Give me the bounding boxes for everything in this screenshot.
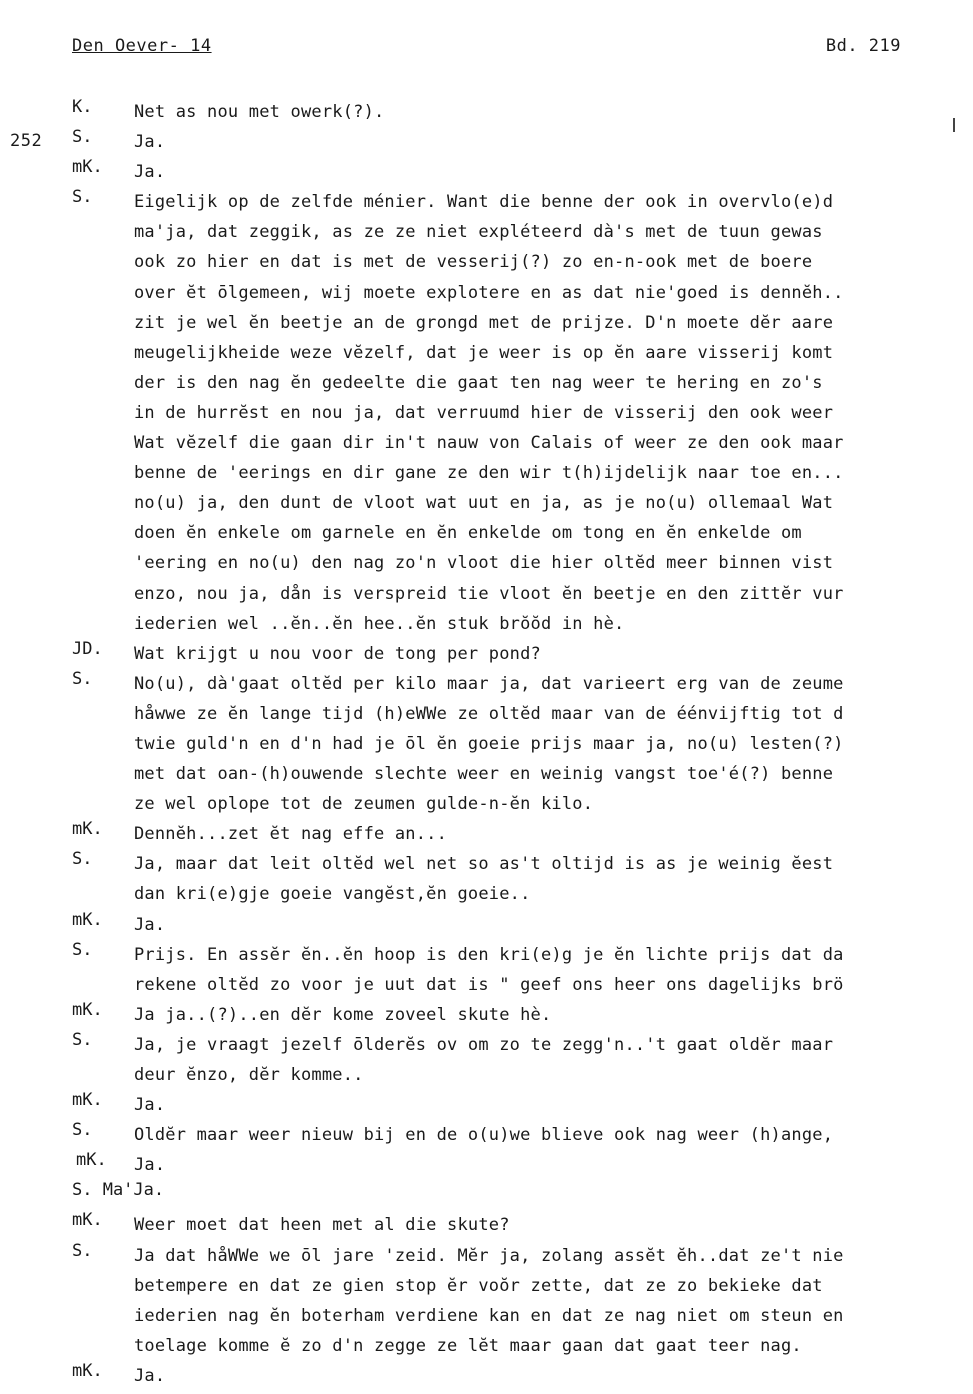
utterance-line: Ja, je vraagt jezelf ōlderĕs ov om zo te zegg'n..'t gaat oldĕr maar (134, 1034, 834, 1055)
utterance-line: Ja. (134, 162, 166, 183)
utterance (134, 1180, 973, 1210)
utterance-line: in de hurrĕst en nou ja, dat verruumd hier de visserij den ook weer (134, 402, 834, 423)
margin-line-number: 252 (10, 131, 43, 151)
speaker-label: S. Ma'Ja. (72, 1180, 165, 1201)
transcript-turn (0, 1120, 973, 1150)
utterance-line: Wat krijgt u nou voor de tong per pond? (134, 643, 541, 664)
utterance-line: 'eering en no(u) den nag zo'n vloot die hier oltĕd meer binnen vist (134, 553, 834, 574)
utterance-line: deur ĕnzo, dĕr komme.. (134, 1065, 364, 1085)
speaker-label: S. (72, 127, 93, 148)
transcript-body (0, 97, 973, 1391)
utterance-line: over ĕt ōlgemeen, wij moete explotere en as dat nie'goed is dennĕh.. (134, 282, 844, 303)
utterance-line: twie guld'n en d'n had je ōl ĕn goeie prijs maar ja, no(u) lesten(?) (134, 733, 844, 754)
utterance-line: Ja. (134, 1095, 166, 1116)
utterance (134, 819, 973, 849)
transcript-turn (0, 1241, 973, 1361)
utterance (134, 127, 973, 157)
utterance (134, 97, 973, 127)
transcript-turn (0, 1150, 973, 1180)
utterance (134, 1361, 973, 1391)
utterance-line: Ja. (134, 1155, 166, 1176)
utterance-line: Net as nou met owerk(?). (134, 102, 385, 122)
transcript-turn (0, 940, 973, 1000)
utterance-line: Ja. (134, 914, 166, 935)
speaker-label: S. (72, 1029, 93, 1050)
utterance-line: toelage komme ĕ zo d'n zegge ze lĕt maar gaan dat gaat teer nag. (134, 1335, 802, 1356)
transcript-turn (0, 127, 973, 157)
speaker-label: mK. (72, 1210, 103, 1231)
utterance-line: Dennĕh...zet ĕt nag effe an... (134, 824, 448, 845)
speaker-label: S. (72, 1240, 93, 1261)
utterance (134, 1210, 973, 1240)
header-volume: Bd. 219 (825, 36, 901, 56)
transcript-turn (0, 1210, 973, 1240)
utterance-line: zit je wel ĕn beetje an de grongd met de prijze. D'n moete dĕr aare (134, 312, 834, 333)
utterance-line: Ja, maar dat leit oltĕd wel net so as't oltijd is as je weinig ĕest (134, 854, 834, 875)
transcript-turn (0, 910, 973, 940)
speaker-label: mK. (72, 1360, 103, 1381)
utterance-line: No(u), dà'gaat oltĕd per kilo maar ja, dat varieert erg van de zeume (134, 673, 844, 694)
utterance-line: dan kri(e)gje goeie vangĕst,ĕn goeie.. (134, 884, 531, 905)
transcript-turn (0, 1361, 973, 1391)
transcript-turn (0, 1180, 973, 1210)
utterance-line: iederien nag ĕn boterham verdiene kan en dat ze nag niet om steun en (134, 1305, 844, 1326)
transcript-turn (0, 1000, 973, 1030)
transcript-turn (0, 157, 973, 187)
utterance-line: meugelijkheide weze vĕzelf, dat je weer is op ĕn aare visserij komt (134, 342, 834, 363)
utterance (134, 910, 973, 940)
transcript-turn (0, 1090, 973, 1120)
utterance-line: Eigelijk op de zelfde ménier. Want die benne der ook in overvlo(e)d (134, 192, 834, 213)
utterance (134, 187, 973, 638)
utterance (134, 669, 973, 819)
transcript-turn (0, 849, 973, 909)
transcript-turn (0, 97, 973, 127)
page-header (72, 36, 901, 60)
utterance-line: Ja dat håWWe we ōl jare 'zeid. Mĕr ja, zolang assĕt ĕh..dat ze't nie (134, 1245, 844, 1266)
utterance-line: Wat vĕzelf die gaan dir in't nauw von Calais of weer ze den ook maar (134, 433, 844, 454)
utterance-line: doen ĕn enkele om garnele en ĕn enkelde om tong en ĕn enkelde om (134, 523, 802, 544)
utterance-line: benne de 'eerings en dir gane ze den wir t(h)ijdelijk naar toe en... (134, 463, 844, 484)
utterance-line: Ja. (134, 1365, 166, 1386)
utterance (134, 157, 973, 187)
utterance-line: no(u) ja, den dunt de vloot wat uut en ja, as je no(u) ollemaal Wat (134, 493, 834, 514)
utterance (134, 1150, 973, 1180)
speaker-label: mK. (72, 909, 103, 930)
utterance (134, 1000, 973, 1030)
utterance-line: Oldĕr maar weer nieuw bij en de o(u)we blieve ook nag weer (h)ange, (134, 1125, 834, 1146)
transcript-turn (0, 1030, 973, 1090)
utterance (134, 1030, 973, 1090)
speaker-label: mK. (72, 1090, 103, 1111)
utterance (134, 1241, 973, 1361)
transcript-turn (0, 819, 973, 849)
speaker-label: S. (72, 939, 93, 960)
transcript-turn (0, 669, 973, 819)
utterance-line: Ja ja..(?)..en dĕr kome zoveel skute hè. (134, 1004, 552, 1025)
speaker-label: mK. (72, 819, 103, 840)
speaker-label: mK. (76, 1150, 107, 1171)
utterance-line: enzo, nou ja, dån is verspreid tie vloot ĕn beetje en den zittĕr vur (134, 583, 844, 604)
speaker-label: mK. (72, 999, 103, 1020)
utterance-line: håwwe ze ĕn lange tijd (h)eWWe ze oltĕd maar van de éénvijftig tot d (134, 703, 844, 724)
utterance-line: met dat oan-(h)ouwende slechte weer en weinig vangst toe'é(?) benne (134, 764, 834, 785)
utterance-line: ma'ja, dat zeggik, as ze ze niet expléteerd dà's met de tuun gewas (134, 222, 823, 243)
utterance-line: Weer moet dat heen met al die skute? (134, 1215, 510, 1236)
speaker-label: K. (72, 97, 93, 117)
speaker-label: S. (72, 1120, 93, 1141)
utterance-line: Prijs. En assĕr ĕn..ĕn hoop is den kri(e)g je ĕn lichte prijs dat da (134, 944, 844, 965)
utterance-line: rekene oltĕd zo voor je uut dat is " geef ons heer ons dagelijks brö (134, 974, 844, 995)
utterance-line: betempere en dat ze gien stop ĕr voŏr zette, dat ze zo bekieke dat (134, 1275, 823, 1296)
speaker-label: S. (72, 849, 93, 870)
utterance (134, 639, 973, 669)
transcript-turn (0, 639, 973, 669)
utterance-line (134, 1180, 969, 1210)
utterance (134, 940, 973, 1000)
speaker-label: S. (72, 668, 93, 689)
speaker-label: S. (72, 187, 93, 208)
utterance-line: iederien wel ..ĕn..ĕn hee..ĕn stuk brŏŏd in hè. (134, 613, 625, 634)
utterance (134, 1090, 973, 1120)
utterance (134, 849, 973, 909)
speaker-label: mK. (72, 157, 103, 178)
utterance (134, 1120, 973, 1150)
utterance-line: ze wel oplope tot de zeumen gulde-n-ĕn kilo. (134, 794, 594, 815)
transcript-turn (0, 187, 973, 638)
speaker-label: JD. (72, 638, 103, 659)
header-location: Den Oever- 14 (72, 36, 212, 56)
utterance-line: Ja. (134, 132, 166, 153)
utterance-line: ook zo hier en dat is met de vesserij(?) zo en-n-ook met de boere (134, 252, 813, 273)
utterance-line: der is den nag ĕn gedeelte die gaat ten nag weer te hering en zo's (134, 372, 823, 393)
